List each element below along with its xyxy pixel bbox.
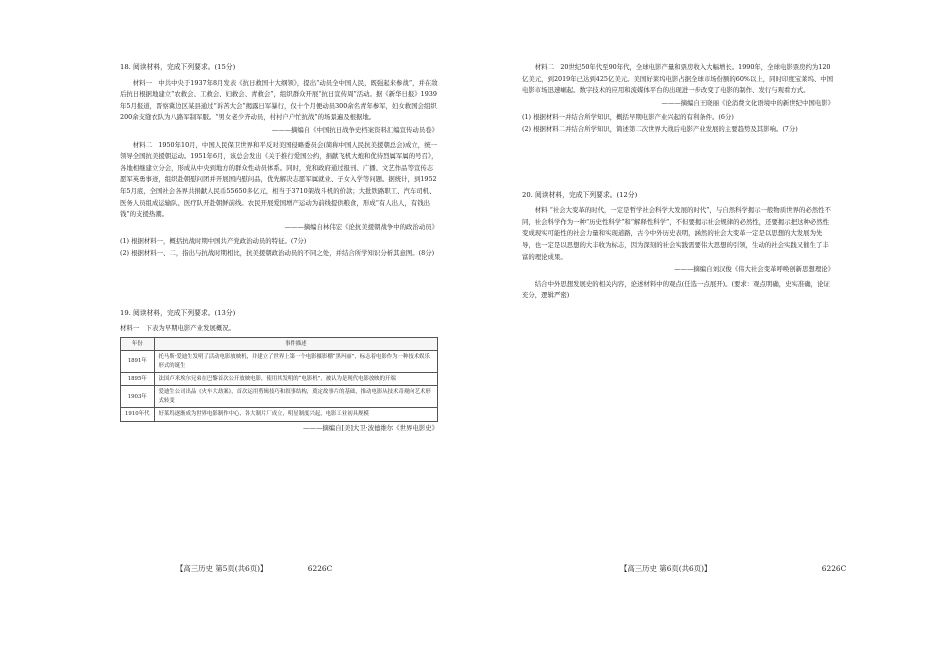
table-cell-event: 托马斯·爱迪生发明了活动电影放映机，并建立了世界上第一个电影摄影棚“黑玛丽”，标志着电影作为一种技术娱乐形式的诞生 (154, 351, 437, 373)
table-row (121, 372, 438, 385)
page-footer-right (620, 563, 846, 574)
table-header-event: 事件描述 (154, 337, 437, 350)
q18-material-1-source: ———摘编自《中国抗日战争史档案资料汇编宣传动员卷》 (271, 125, 438, 134)
left-page (120, 62, 438, 437)
question-20 (522, 190, 834, 302)
q19-subquestion-1: (1) 根据材料一并结合所学知识，概括早期电影产业兴起的有利条件。(6分) (522, 113, 734, 122)
q19-material-1-intro: 材料一 下表为早期电影产业发展概况。 (120, 324, 236, 333)
q18-subquestions (120, 236, 438, 259)
footer-page-label: 【高三历史 第5页(共6页)】 (176, 564, 268, 573)
table-cell-event: 爱迪生公司出品《火车大劫案》，首次运用剪辑技巧和叙事结构，奠定故事片的基础，推动电影从技术奇观向艺术形式转变 (154, 386, 437, 408)
q18-material-2: 材料二 1950年10月，中国人民保卫世界和平反对美国侵略委员会(简称中国人民抗美援朝总会)成立，统一领导全国抗美援朝运动。1951年6月，该总会发出《关于推行爱国公约，捐献飞机大炮和优待烈属军属的号召》，各地相继建立分会，形成从中央到地方的群众性动员体系。同时，党和政府通过报刊、广播、文艺作品等宣传志愿军英勇事迹，组织赴朝慰问团并开展国内慰问品，优先解决志愿军属就业、子女入学等问题。据统计，到1952年5月底，全国社会各界共捐献人民币55650多亿元，相当于3710架战斗机的价款；大批铁路职工、汽车司机、医务人员组成运输队、医疗队开赴朝鲜前线。农民开展爱国增产运动为前线提供粮食，形成“有人出人，有钱出钱”的支援热潮。 (120, 140, 438, 219)
table-row (121, 386, 438, 408)
page-footer-left (176, 563, 332, 574)
q20-material-source: ———摘编自刘汉俊《伟大社会变革呼唤创新思想理论》 (674, 265, 834, 274)
q18-material-1: 材料一 中共中央于1937年8月发表《抗日救国十大纲领》，提出“动员全中国人民，既强起来参战”，并在敌后抗日根据地建立“农救会、工救会、妇救会、青救会”，组织群众开展“抗日宣传周”活动。据《新华日报》1939年5月报道，晋察冀边区某县通过“诉苦大会”揭露日军暴行，仅十个月便动员300余名青年参军，妇女救国会组织200余支缝衣队为八路军制军服。“男女老少齐动员，村村户户忙抗战”的场景遍及根据地。 (120, 78, 438, 122)
table-header-year: 年份 (121, 337, 155, 350)
q19-subquestions (522, 112, 834, 135)
question-18 (120, 62, 438, 260)
table-cell-year: 1910年代 (121, 408, 155, 421)
q20-title: 20. 阅读材料，完成下列要求。(12分) (522, 190, 638, 199)
table-header-row (121, 337, 438, 350)
table-cell-year: 1895年 (121, 372, 155, 385)
table-cell-event: 好莱坞逐渐成为世界电影制作中心，各大制片厂成立，明星制度兴起，电影工业初具规模 (154, 408, 437, 421)
question-19 (120, 308, 438, 435)
q18-subquestion-2: (2) 根据材料一、二，指出与抗战时期相比，抗美援朝政治动员的不同之处，并结合所学知识分析其意图。(8分) (120, 248, 435, 257)
table-cell-year: 1903年 (121, 386, 155, 408)
question-19-continued (522, 62, 834, 136)
q18-subquestion-1: (1) 根据材料一，概括抗战时期中国共产党政治动员的特征。(7分) (120, 237, 307, 246)
q18-material-2-source: ———摘编自林伟宏《论抗美援朝战争中的政治动员》 (284, 222, 438, 231)
table-cell-year: 1891年 (121, 351, 155, 373)
q19-material-2: 材料二 20世纪50年代至90年代，全球电影产量和票房收入大幅增长。1990年，全球电影票房约为120亿美元，到2019年已达到425亿美元。美国好莱坞电影占据全球市场份额的60%以上，同时印度宝莱坞、中国电影市场迅速崛起。数字技术的应用和流媒体平台的出现进一步改变了电影的制作、发行与观看方式。 (522, 63, 834, 95)
table-row (121, 351, 438, 373)
q19-subquestion-2: (2) 根据材料二并结合所学知识，简述第二次世界大战后电影产业发展的主要趋势及其影响。(7分) (522, 124, 798, 133)
q20-question: 结合中外思想发展史的相关内容，论述材料中的观点(任选一点展开)。(要求：观点明确，史实准确，论证充分，逻辑严密) (522, 279, 830, 300)
q20-material: 材料 “社会大变革的时代，一定是哲学社会科学大发展的时代”，与自然科学揭示一般物质世界的必然性不同，社会科学作为一种“历史性科学”和“解释性科学”，不但要揭示社会规律的必然性，还要揭示把这种必然性变成现实可能性的社会力量和实现道路，古今中外历史表明，涵然的社会大变革一定是以思想的大发展为先导，也一定是以思想的大丰收为标志，因为深刻的社会实践需要伟大思想的引领，生动的社会实践又催生了丰富的理论成果。 (522, 206, 831, 261)
q19-title: 19. 阅读材料，完成下列要求。(13分) (120, 308, 236, 317)
footer-page-label: 【高三历史 第6页(共6页)】 (620, 564, 712, 573)
q18-title: 18. 阅读材料，完成下列要求。(15分) (120, 63, 236, 71)
film-history-table (120, 337, 438, 422)
table-row (121, 408, 438, 421)
footer-exam-code: 6226C (307, 564, 333, 573)
right-page (522, 62, 834, 302)
table-cell-event: 法国卢米埃尔兄弟在巴黎首次公开放映电影，使用其发明的“电影机”，被认为是现代电影放映的开端 (154, 372, 437, 385)
footer-exam-code: 6226C (821, 564, 847, 573)
q19-material-2-source: ———摘编自王晓丽《论消费文化语境中的新世纪中国电影》 (661, 98, 834, 107)
q19-material-1-source: ———摘编自[美]大卫·波德维尔《世界电影史》 (303, 423, 438, 432)
